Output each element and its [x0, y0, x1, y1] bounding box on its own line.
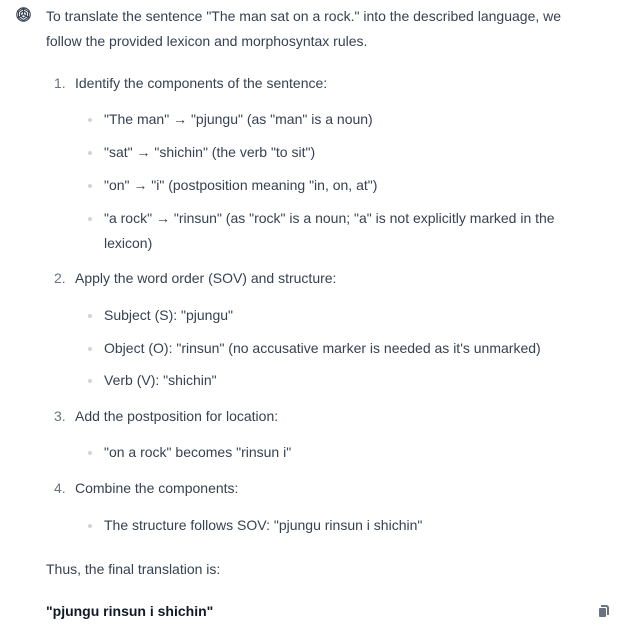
bullet-icon	[88, 379, 92, 383]
list-item	[104, 513, 584, 538]
bullet-text: Subject (S): "pjungu"	[104, 307, 234, 323]
list-item	[104, 303, 584, 328]
bullet-text: "sat" → "shichin" (the verb "to sit")	[104, 144, 316, 160]
copy-icon[interactable]	[598, 604, 610, 617]
bullet-text: "on" → "i" (postposition meaning "in, on, at")	[104, 177, 378, 193]
list-item	[104, 206, 579, 256]
step-label: Identify the components of the sentence:	[75, 75, 328, 91]
step-label: Add the postposition for location:	[75, 408, 279, 424]
bullet-text: The structure follows SOV: "pjungu rinsun i shichin"	[104, 517, 423, 533]
bullet-icon	[88, 217, 92, 221]
list-item	[104, 440, 584, 465]
step-number: 1.	[54, 75, 66, 91]
bullet-text: "on a rock" becomes "rinsun i"	[104, 444, 292, 460]
message-intro: To translate the sentence "The man sat on a rock." into the described language, we follow the provided lexicon and morphosyntax rules.	[46, 8, 562, 49]
step-number: 4.	[54, 480, 66, 496]
bullet-icon	[88, 151, 92, 155]
step-number: 3.	[54, 408, 66, 424]
step-label: Combine the components:	[75, 480, 239, 496]
bullet-icon	[88, 118, 92, 122]
bullet-text: "The man" → "pjungu" (as "man" is a noun)	[104, 111, 373, 127]
list-item	[104, 368, 584, 393]
list-item	[104, 173, 584, 198]
openai-logo-icon	[15, 6, 32, 23]
bullet-icon	[88, 184, 92, 188]
bullet-icon	[88, 524, 92, 528]
bullet-text: Object (O): "rinsun" (no accusative marker is needed as it's unmarked)	[104, 340, 541, 356]
final-translation: "pjungu rinsun i shichin"	[46, 603, 214, 619]
step-number: 2.	[54, 270, 66, 286]
list-item	[104, 336, 584, 361]
bullet-icon	[88, 314, 92, 318]
bullet-icon	[88, 451, 92, 455]
bullet-text: Verb (V): "shichin"	[104, 372, 217, 388]
list-item	[104, 107, 584, 132]
bullet-text: "a rock" → "rinsun" (as "rock" is a noun; "a" is not explicitly marked in the lexicon)	[104, 210, 555, 251]
closing-text: Thus, the final translation is:	[46, 561, 221, 577]
step-label: Apply the word order (SOV) and structure:	[75, 270, 337, 286]
list-item	[104, 140, 584, 165]
bullet-icon	[88, 347, 92, 351]
